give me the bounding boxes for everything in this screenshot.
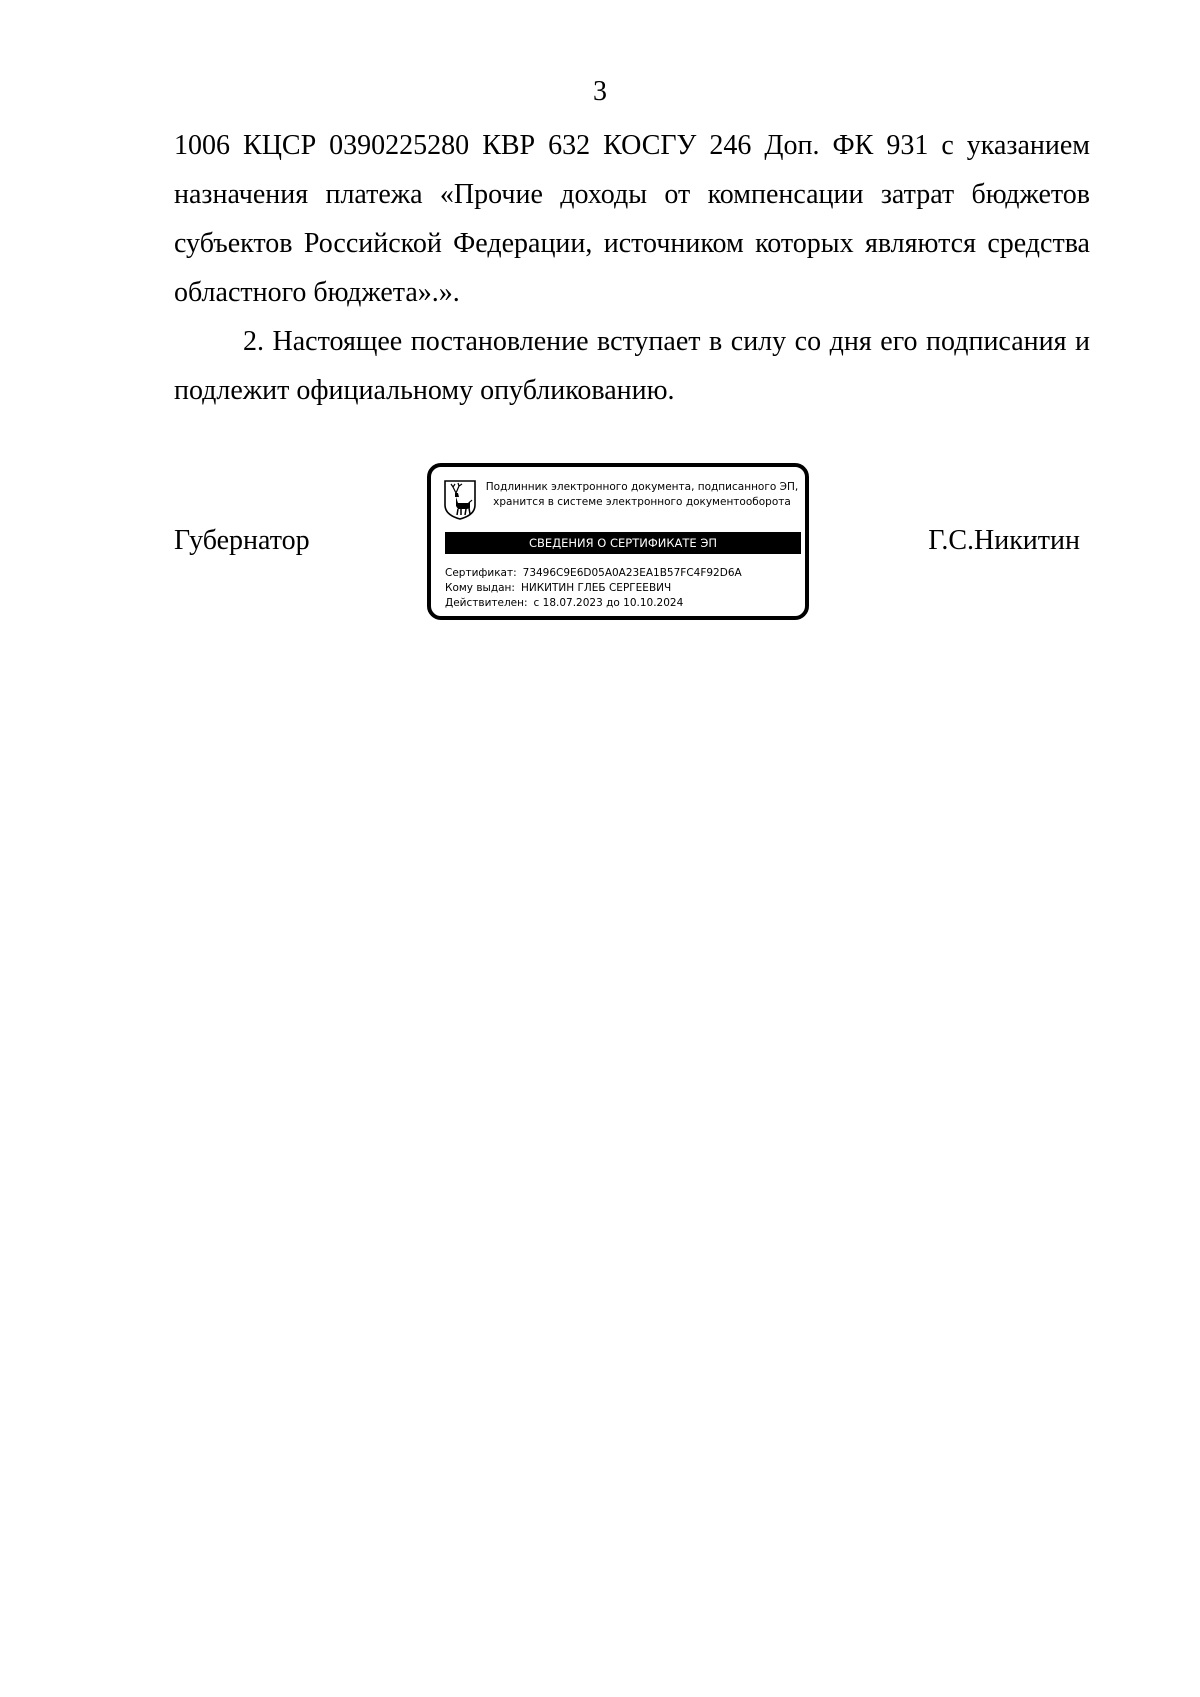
signer-name: Г.С.Никитин (928, 525, 1080, 556)
stamp-header (483, 480, 801, 510)
coat-of-arms-deer-icon (443, 479, 477, 521)
electronic-signature-stamp (427, 463, 809, 620)
signer-position: Губернатор (174, 525, 310, 556)
stamp-details (445, 566, 801, 611)
certificate-value: 73496C9E6D05A0A23EA1B57FC4F92D6A (522, 567, 742, 579)
issued-to-value: НИКИТИН ГЛЕБ СЕРГЕЕВИЧ (520, 582, 672, 594)
stamp-header-line-1: Подлинник электронного документа, подписанного ЭП, (485, 481, 799, 493)
stamp-certificate-bar: СВЕДЕНИЯ О СЕРТИФИКАТЕ ЭП (445, 532, 801, 554)
stamp-validity-line (445, 596, 801, 611)
paragraph-effective-date: 2. Настоящее постановление вступает в силу со дня его подписания и подлежит официальному опубликованию. (174, 326, 1090, 406)
valid-label: Действителен: (445, 597, 528, 609)
page-number: 3 (593, 76, 607, 107)
certificate-label: Сертификат: (445, 567, 517, 579)
issued-to-label: Кому выдан: (445, 582, 515, 594)
stamp-certificate-line (445, 566, 801, 581)
stamp-issued-to-line (445, 581, 801, 596)
stamp-header-line-2: хранится в системе электронного документооборота (493, 496, 791, 508)
valid-value: с 18.07.2023 до 10.10.2024 (533, 597, 684, 609)
paragraph-payment-purpose: 1006 КЦСР 0390225280 КВР 632 КОСГУ 246 Доп. ФК 931 с указанием назначения платежа «Прочие доходы от компенсации затрат бюджетов субъектов Российской Федерации, источником которых являются средства областного бюджета».». (174, 130, 1090, 308)
